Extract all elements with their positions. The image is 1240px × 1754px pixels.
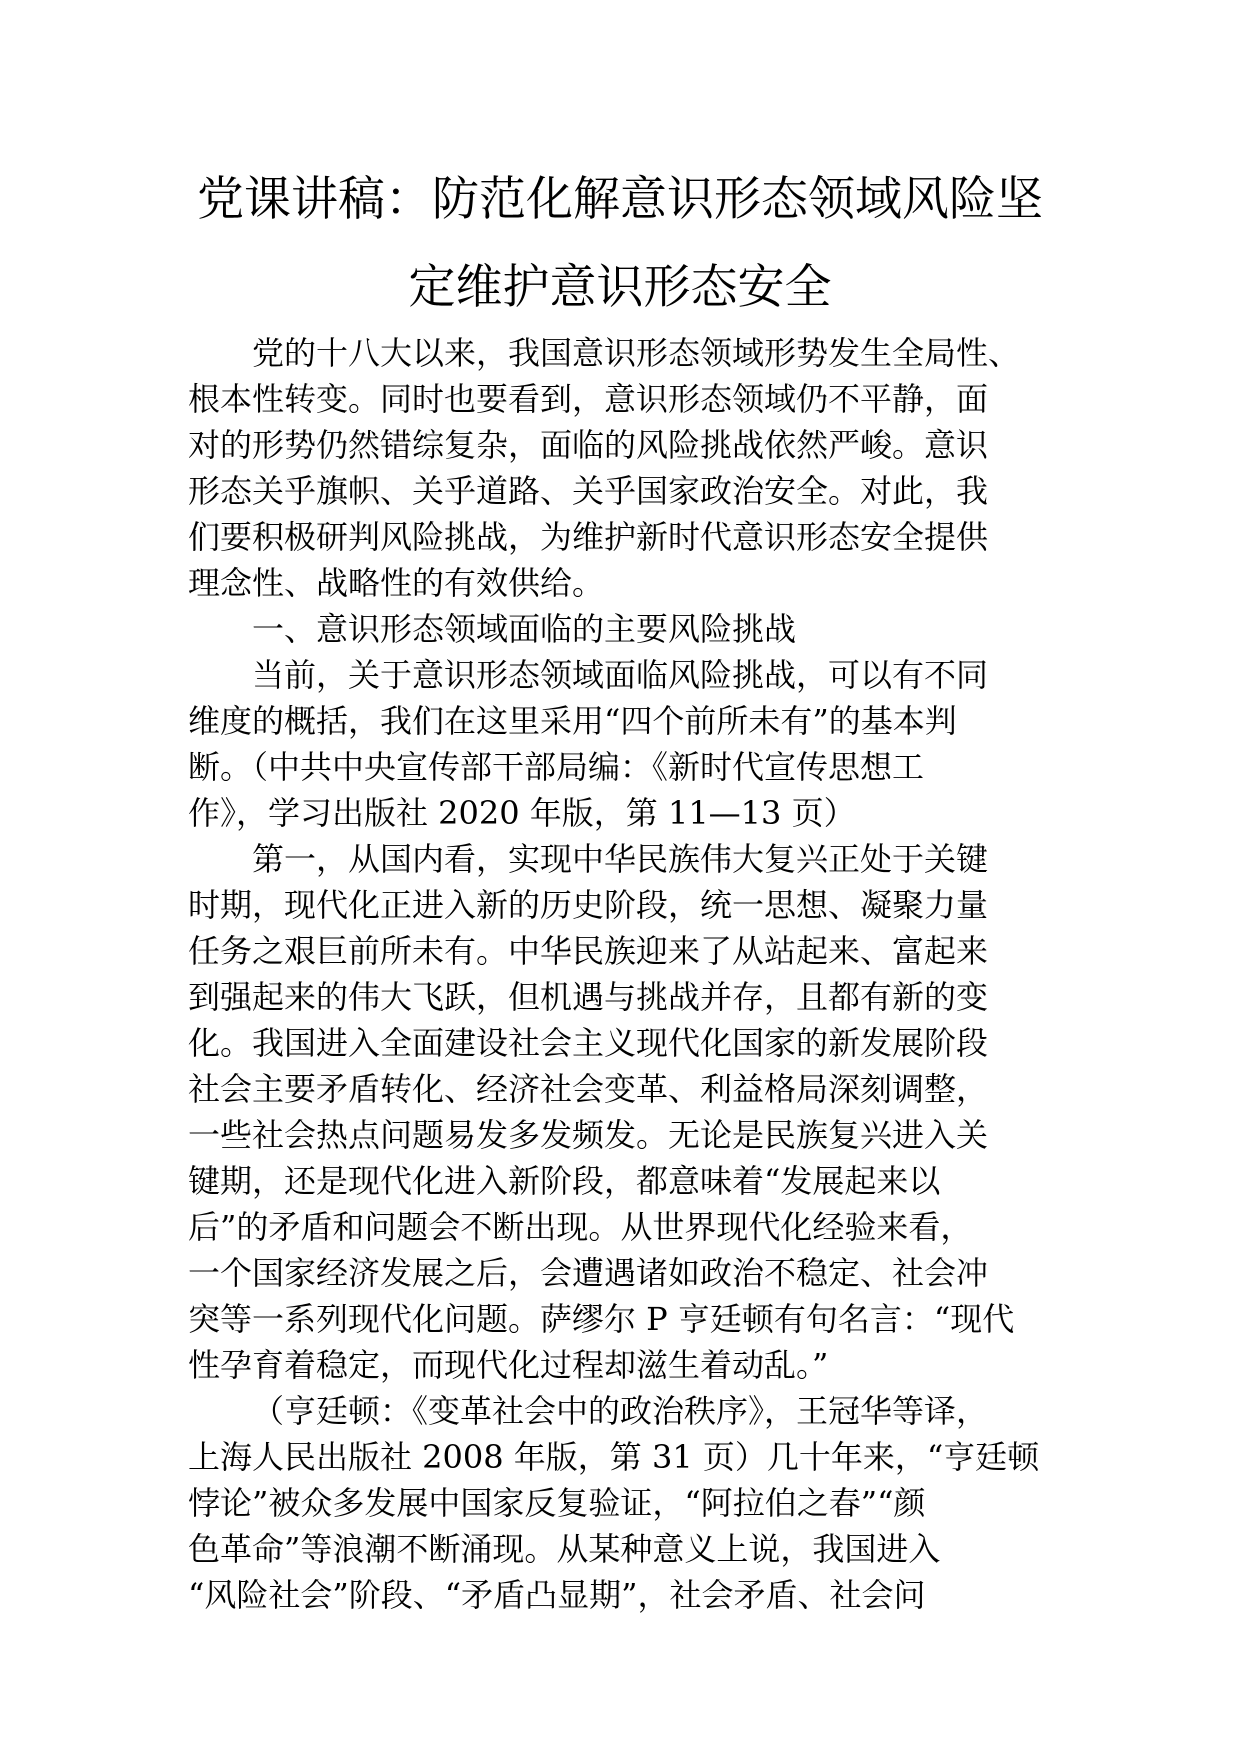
- paragraph-3-line-9: 后”的矛盾和问题会不断出现。从世界现代化经验来看，: [188, 1208, 973, 1246]
- paragraph-3-line-8: 键期，还是现代化进入新阶段，都意味着“发展起来以: [188, 1162, 941, 1200]
- paragraph-4-line-5: “风险社会”阶段、“矛盾凸显期”，社会矛盾、社会问: [188, 1576, 926, 1614]
- paragraph-4-line-4: 色革命”等浪潮不断涌现。从某种意义上说，我国进入: [188, 1530, 941, 1568]
- paragraph-4-line-1: （亨廷顿：《变革社会中的政治秩序》，王冠华等译，: [252, 1392, 989, 1430]
- paragraph-2-line-1: 当前，关于意识形态领域面临风险挑战，可以有不同: [252, 656, 989, 694]
- paragraph-3-line-2: 时期，现代化正进入新的历史阶段，统一思想、凝聚力量: [188, 886, 989, 924]
- paragraph-3-line-10: 一个国家经济发展之后，会遭遇诸如政治不稳定、社会冲: [188, 1254, 989, 1292]
- paragraph-2-line-3: 断。（中共中央宣传部干部局编：《新时代宣传思想工: [188, 748, 925, 786]
- paragraph-1-line-6: 理念性、战略性的有效供给。: [188, 564, 605, 602]
- paragraph-1-line-1: 党的十八大以来，我国意识形态领域形势发生全局性、: [252, 334, 1021, 372]
- paragraph-1-line-3: 对的形势仍然错综复杂，面临的风险挑战依然严峻。意识: [188, 426, 989, 464]
- paragraph-2-line-4: 作》，学习出版社 2020 年版，第 11—13 页）: [188, 794, 856, 832]
- paragraph-1-line-2: 根本性转变。同时也要看到，意识形态领域仍不平静，面: [188, 380, 989, 418]
- paragraph-1-line-5: 们要积极研判风险挑战，为维护新时代意识形态安全提供: [188, 518, 989, 556]
- paragraph-3-line-11: 突等一系列现代化问题。萨缪尔 P 亨廷顿有句名言：“现代: [188, 1300, 1015, 1338]
- paragraph-3-line-6: 社会主要矛盾转化、经济社会变革、利益格局深刻调整，: [188, 1070, 989, 1108]
- paragraph-2-line-2: 维度的概括，我们在这里采用“四个前所未有”的基本判: [188, 702, 957, 740]
- paragraph-3-line-4: 到强起来的伟大飞跃，但机遇与挑战并存，且都有新的变: [188, 978, 989, 1016]
- paragraph-3-line-7: 一些社会热点问题易发多发频发。无论是民族复兴进入关: [188, 1116, 989, 1154]
- paragraph-3-line-12: 性孕育着稳定，而现代化过程却滋生着动乱。”: [188, 1346, 829, 1384]
- paragraph-4-line-3: 悖论”被众多发展中国家反复验证，“阿拉伯之春”“颜: [188, 1484, 926, 1522]
- document-title-line-2: 定维护意识形态安全: [408, 260, 832, 315]
- document-title-line-1: 党课讲稿：防范化解意识形态领域风险坚: [197, 172, 1043, 227]
- paragraph-3-line-5: 化。我国进入全面建设社会主义现代化国家的新发展阶段: [188, 1024, 989, 1062]
- paragraph-4-line-2: 上海人民出版社 2008 年版，第 31 页）几十年来，“亨廷顿: [188, 1438, 1040, 1476]
- paragraph-1-line-4: 形态关乎旗帜、关乎道路、关乎国家政治安全。对此，我: [188, 472, 989, 510]
- paragraph-3-line-1: 第一，从国内看，实现中华民族伟大复兴正处于关键: [252, 840, 989, 878]
- paragraph-3-line-3: 任务之艰巨前所未有。中华民族迎来了从站起来、富起来: [188, 932, 989, 970]
- section-heading-1: 一、意识形态领域面临的主要风险挑战: [252, 610, 797, 648]
